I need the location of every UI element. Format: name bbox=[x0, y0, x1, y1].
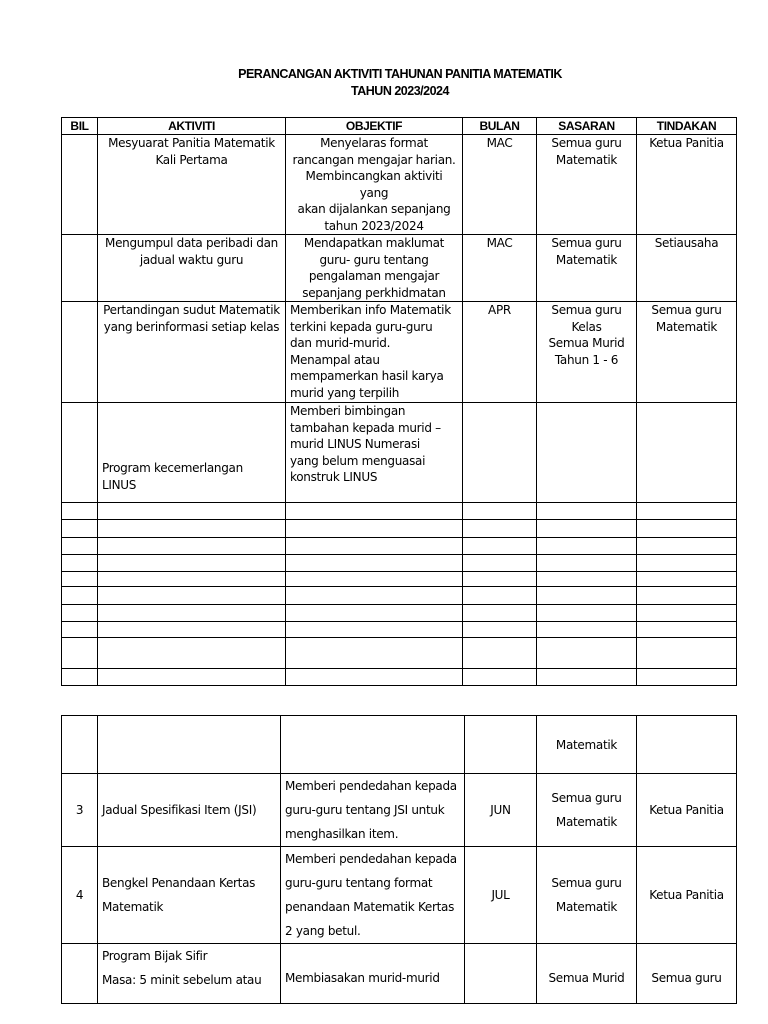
empty-row bbox=[62, 520, 737, 538]
cell-bulan bbox=[463, 403, 537, 503]
cell-tindakan: Semua guru bbox=[637, 944, 737, 1004]
cell-objektif: Memberi pendedahan kepada guru-guru tentang format penandaan Matematik Kertas 2 yang betul. bbox=[281, 847, 465, 944]
empty-row bbox=[62, 555, 737, 572]
table-row bbox=[62, 944, 737, 1004]
empty-row bbox=[62, 638, 737, 669]
table-header-row bbox=[62, 118, 737, 135]
cell-tindakan bbox=[637, 403, 737, 503]
cell-bil bbox=[62, 302, 98, 403]
table-row bbox=[62, 774, 737, 847]
cell-bulan: MAC bbox=[463, 235, 537, 302]
cell-bil bbox=[62, 944, 98, 1004]
cell-objektif: Memberi bimbingan tambahan kepada murid – murid LINUS Numerasi yang belum menguasai konstruk LINUS bbox=[286, 403, 463, 503]
cell-bil bbox=[62, 716, 98, 774]
empty-row bbox=[62, 503, 737, 520]
table-row bbox=[62, 135, 737, 235]
table-row bbox=[62, 847, 737, 944]
cell-aktiviti: Bengkel Penandaan Kertas Matematik bbox=[98, 847, 281, 944]
cell-bulan: APR bbox=[463, 302, 537, 403]
cell-tindakan: Setiausaha bbox=[637, 235, 737, 302]
cell-aktiviti: Program kecemerlangan LINUS bbox=[102, 461, 243, 492]
cell-bulan: MAC bbox=[463, 135, 537, 235]
cell-objektif: Memberi pendedahan kepada guru-guru tentang JSI untuk menghasilkan item. bbox=[281, 774, 465, 847]
cell-bil: 3 bbox=[62, 774, 98, 847]
activity-table-2 bbox=[61, 715, 737, 1004]
table-row bbox=[62, 302, 737, 403]
header-objektif: OBJEKTIF bbox=[286, 118, 463, 135]
header-bil: BIL bbox=[62, 118, 98, 135]
cell-sasaran: Semua guru Kelas Semua Murid Tahun 1 - 6 bbox=[537, 302, 637, 403]
cell-sasaran: Semua guru Matematik bbox=[537, 235, 637, 302]
table-row bbox=[62, 403, 737, 503]
cell-objektif: Mendapatkan maklumat guru- guru tentang pengalaman mengajar sepanjang perkhidmatan bbox=[286, 235, 463, 302]
cell-bil: 4 bbox=[62, 847, 98, 944]
cell-objektif: Menyelaras format rancangan mengajar harian. Membincangkan aktiviti yang akan dijalankan sepanjang tahun 2023/2024 bbox=[286, 135, 463, 235]
document-title: PERANCANGAN AKTIVITI TAHUNAN PANITIA MATEMATIK bbox=[238, 67, 562, 81]
cell-tindakan bbox=[637, 716, 737, 774]
cell-bil bbox=[62, 135, 98, 235]
cell-sasaran: Matematik bbox=[537, 716, 637, 774]
cell-objektif: Memberikan info Matematik terkini kepada guru-guru dan murid-murid. Menampal atau mempamerkan hasil karya murid yang terpilih bbox=[286, 302, 463, 403]
cell-sasaran: Semua Murid bbox=[537, 944, 637, 1004]
cell-aktiviti: Mesyuarat Panitia Matematik Kali Pertama bbox=[98, 135, 286, 235]
cell-sasaran: Semua guru Matematik bbox=[537, 135, 637, 235]
header-sasaran: SASARAN bbox=[537, 118, 637, 135]
table-row bbox=[62, 235, 737, 302]
cell-tindakan: Semua guru Matematik bbox=[637, 302, 737, 403]
cell-aktiviti bbox=[98, 716, 281, 774]
cell-tindakan: Ketua Panitia bbox=[637, 135, 737, 235]
empty-row bbox=[62, 587, 737, 605]
cell-sasaran bbox=[537, 403, 637, 503]
cell-bulan bbox=[465, 716, 537, 774]
cell-aktiviti: Mengumpul data peribadi dan jadual waktu guru bbox=[98, 235, 286, 302]
cell-aktiviti: Pertandingan sudut Matematik yang berinformasi setiap kelas bbox=[98, 302, 286, 403]
empty-row bbox=[62, 538, 737, 555]
cell-tindakan: Ketua Panitia bbox=[637, 774, 737, 847]
cell-tindakan: Ketua Panitia bbox=[637, 847, 737, 944]
table-row bbox=[62, 716, 737, 774]
header-bulan: BULAN bbox=[463, 118, 537, 135]
cell-aktiviti: Jadual Spesifikasi Item (JSI) bbox=[98, 774, 281, 847]
cell-sasaran: Semua guru Matematik bbox=[537, 847, 637, 944]
cell-bil bbox=[62, 403, 98, 503]
empty-row bbox=[62, 605, 737, 622]
activity-table-1 bbox=[61, 117, 737, 686]
cell-bil bbox=[62, 235, 98, 302]
cell-bulan bbox=[465, 944, 537, 1004]
cell-objektif: Membiasakan murid-murid bbox=[281, 944, 465, 1004]
cell-bulan: JUL bbox=[465, 847, 537, 944]
empty-row bbox=[62, 572, 737, 587]
header-tindakan: TINDAKAN bbox=[637, 118, 737, 135]
cell-bulan: JUN bbox=[465, 774, 537, 847]
header-aktiviti: AKTIVITI bbox=[98, 118, 286, 135]
cell-sasaran: Semua guru Matematik bbox=[537, 774, 637, 847]
empty-row bbox=[62, 669, 737, 686]
cell-aktiviti: Program Bijak Sifir Masa: 5 minit sebelum atau bbox=[98, 944, 281, 1004]
document-subtitle: TAHUN 2023/2024 bbox=[351, 84, 449, 98]
cell-objektif bbox=[281, 716, 465, 774]
empty-row bbox=[62, 622, 737, 638]
